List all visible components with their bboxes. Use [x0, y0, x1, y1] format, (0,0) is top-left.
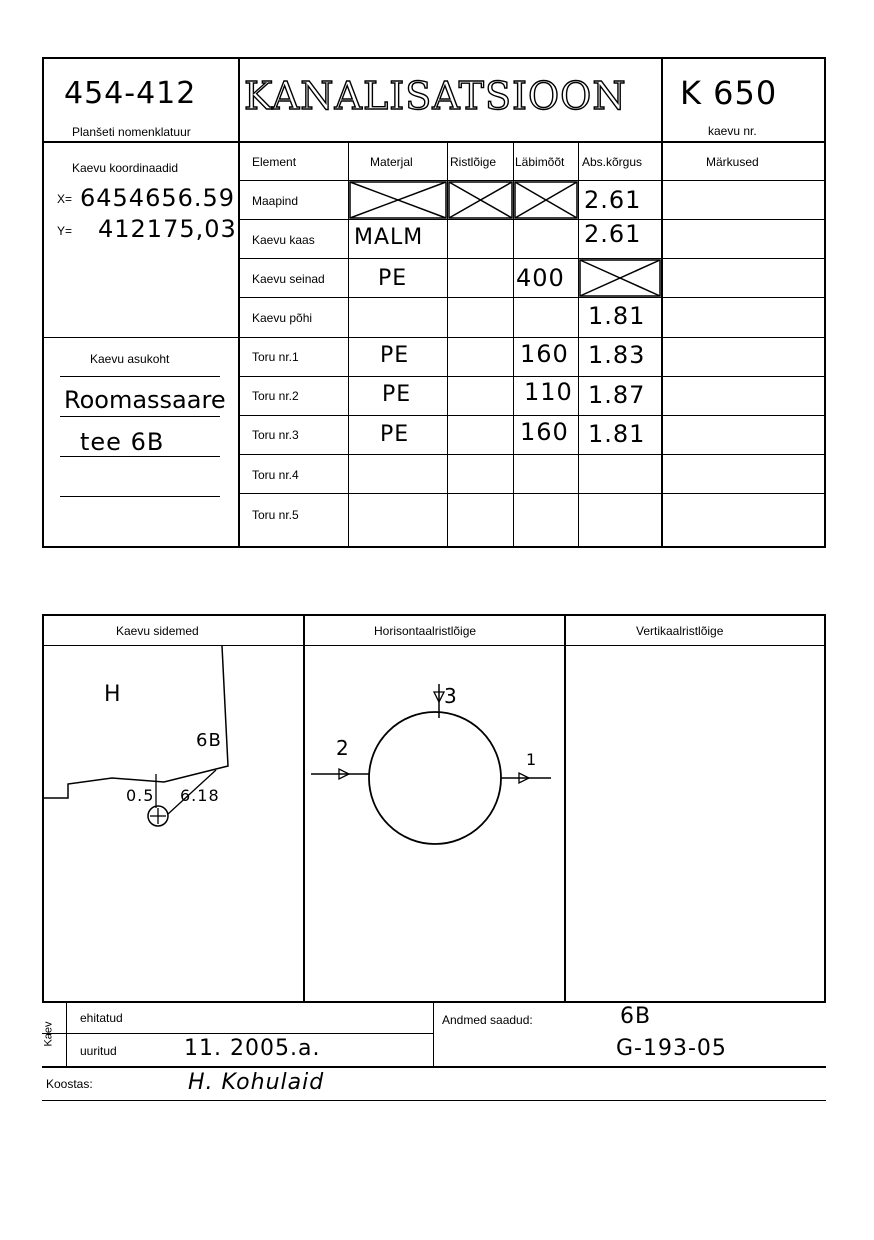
nomenclature-value: 454-412 — [64, 76, 197, 111]
cell-korgus: 1.81 — [588, 420, 646, 448]
header-element: Element — [252, 155, 297, 169]
cell-korgus: 1.81 — [588, 302, 646, 330]
cell-materjal: PE — [378, 266, 408, 291]
well-number-value: K 650 — [680, 74, 778, 112]
compiled-label: Koostas: — [46, 1077, 93, 1091]
header-korgus: Abs.kõrgus — [582, 155, 643, 169]
row-element: Maapind — [252, 194, 299, 208]
row-element: Toru nr.3 — [252, 428, 299, 442]
well-number-label: kaevu nr. — [708, 124, 757, 138]
surveyed-label: uuritud — [80, 1044, 117, 1058]
crossed-cell — [349, 181, 447, 219]
crossed-cell — [514, 181, 578, 219]
row-element: Toru nr.5 — [252, 508, 299, 522]
building-mark: H — [104, 682, 122, 707]
pipe-label-3: 3 — [444, 684, 458, 708]
row-element: Kaevu seinad — [252, 272, 325, 286]
header-labimoot: Läbimõõt — [515, 155, 565, 169]
built-label: ehitatud — [80, 1011, 123, 1025]
header-markused: Märkused — [706, 155, 759, 169]
cell-materjal: PE — [382, 382, 412, 407]
cell-labimoot: 160 — [520, 340, 569, 368]
page-title: KANALISATSIOON — [244, 74, 627, 118]
horizontal-section-label: Horisontaalristlõige — [374, 624, 477, 638]
surveyed-value: 11. 2005.a. — [184, 1036, 321, 1061]
location-line1: Roomassaare — [64, 386, 226, 414]
row-element: Toru nr.4 — [252, 468, 299, 482]
data-label: Andmed saadud: — [442, 1013, 533, 1027]
cell-korgus: 1.87 — [588, 381, 646, 409]
cell-materjal: PE — [380, 422, 410, 447]
crossed-cell — [579, 259, 661, 297]
cell-materjal: PE — [380, 343, 410, 368]
data-value-1: 6B — [620, 1004, 652, 1029]
row-element: Toru nr.2 — [252, 389, 299, 403]
tie-label: Kaevu sidemed — [116, 624, 199, 638]
x-prefix: X= — [57, 192, 73, 206]
data-value-2: G-193-05 — [616, 1036, 727, 1061]
cell-korgus: 1.83 — [588, 341, 646, 369]
cell-labimoot: 400 — [516, 264, 565, 292]
horizontal-section-drawing — [305, 646, 564, 1001]
pipe-label-2: 2 — [336, 736, 350, 760]
row-element: Kaevu kaas — [252, 233, 315, 247]
coordinates-label: Kaevu koordinaadid — [72, 161, 179, 175]
location-label: Kaevu asukoht — [90, 352, 170, 366]
cell-labimoot: 160 — [520, 418, 569, 446]
cell-korgus: 2.61 — [584, 186, 642, 214]
tie-distance-a: 0.5 — [126, 786, 155, 805]
header-materjal: Materjal — [370, 155, 413, 169]
crossed-cell — [448, 181, 513, 219]
x-coordinate-value: 6454656.59 — [80, 184, 236, 212]
row-element: Toru nr.1 — [252, 350, 299, 364]
y-coordinate-value: 412175,03 — [98, 215, 237, 243]
location-line2: tee 6B — [80, 428, 165, 456]
cell-labimoot: 110 — [524, 378, 573, 406]
pipe-label-1: 1 — [526, 750, 538, 769]
y-prefix: Y= — [57, 224, 73, 238]
tie-distance-b: 6.18 — [180, 786, 220, 805]
cell-korgus: 2.61 — [584, 220, 642, 248]
building-number: 6B — [196, 730, 222, 751]
well-vertical-label: Kaev — [42, 1021, 55, 1047]
tie-sketch — [44, 646, 303, 1001]
nomenclature-label: Planšeti nomenklatuur — [72, 125, 191, 139]
vertical-section-label: Vertikaalristlõige — [636, 624, 724, 638]
row-element: Kaevu põhi — [252, 311, 313, 325]
header-ristloige: Ristlõige — [450, 155, 497, 169]
compiled-value: H. Kohulaid — [188, 1070, 325, 1095]
cell-materjal: MALM — [354, 225, 424, 250]
